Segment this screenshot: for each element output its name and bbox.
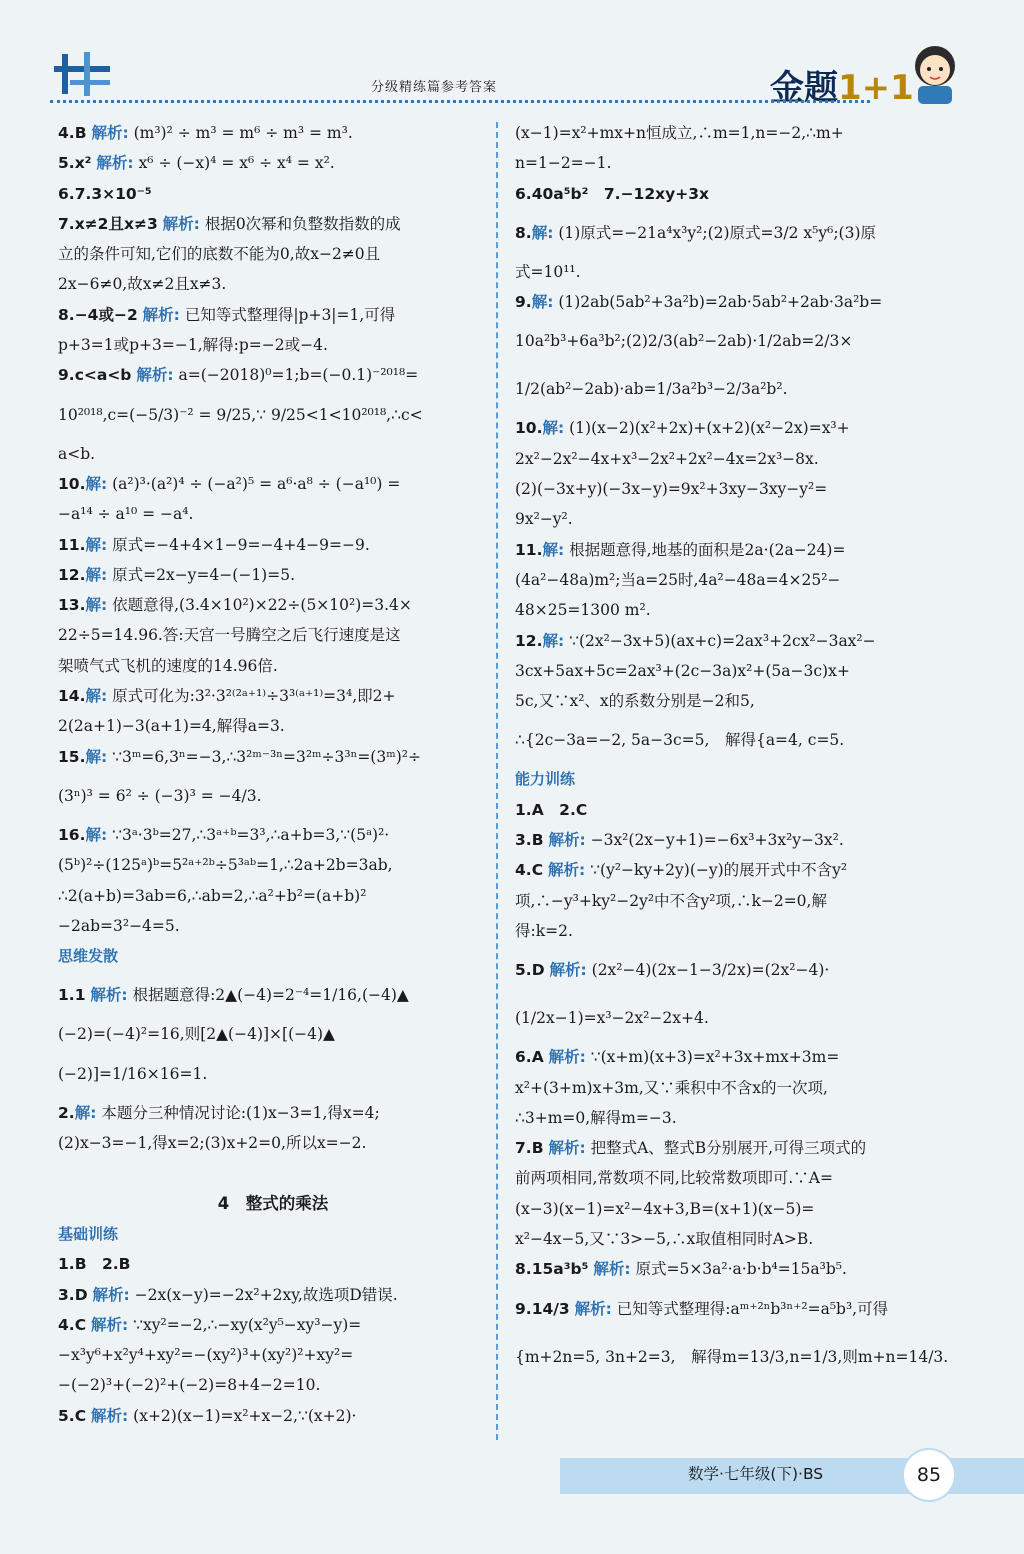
chapter-title: 4 整式的乘法	[217, 1193, 329, 1213]
answer-line	[515, 365, 945, 413]
answer-line	[58, 651, 488, 681]
answer-line	[515, 1163, 945, 1193]
explanation-label: 解析:	[90, 986, 128, 1005]
answer-text: 2(2a+1)−3(a+1)=4,解得a=3.	[58, 717, 285, 736]
explanation-label: 解析:	[91, 1406, 129, 1425]
answer-line	[58, 971, 488, 1019]
answer-text: (1)2ab(5ab²+3a²b)=2ab·5ab²+2ab·3a²b=	[558, 293, 883, 312]
explanation-label: 解析:	[549, 961, 587, 980]
answer-line	[515, 287, 945, 317]
answer-line	[58, 179, 488, 209]
answer-value: D	[74, 1285, 88, 1304]
answer-text: 3cx+5ax+5c=2ax³+(2c−3a)x²+(5a−3c)x+	[515, 661, 850, 680]
answer-line	[515, 626, 945, 656]
question-number: 7.	[515, 1139, 532, 1158]
answer-value: C	[74, 1315, 87, 1334]
answer-value: c<a<b	[74, 366, 132, 385]
answer-text: ∵3ᵃ·3ᵇ=27,∴3ᵃ⁺ᵇ=3³,∴a+b=3,∵(5ᵃ)²·	[112, 825, 390, 844]
answer-text: −(−2)³+(−2)²+(−2)=8+4−2=10.	[58, 1376, 321, 1395]
answer-text: (3ⁿ)³ = 6² ÷ (−3)³ = −4/3.	[58, 786, 262, 805]
answer-text: 根据题意得,地基的面积是2a·(2a−24)=	[569, 540, 846, 559]
answer-line	[515, 444, 945, 474]
answer-line	[58, 300, 488, 330]
question-number: 9.	[515, 293, 532, 312]
answer-line	[58, 1401, 488, 1431]
explanation-label: 解析:	[548, 831, 586, 850]
explanation-label: 解析:	[92, 1285, 130, 1304]
answer-text: 式=10¹¹.	[515, 262, 581, 281]
answer-text: (1)(x−2)(x²+2x)+(x+2)(x²−2x)=x³+	[569, 419, 850, 438]
question-number: 4.	[58, 124, 75, 142]
answer-value: 14/3	[531, 1299, 570, 1318]
brand-main: 金题	[770, 68, 838, 108]
answer-line	[58, 360, 488, 390]
answer-text: 9x²−y².	[515, 510, 573, 529]
answer-text: 把整式A、整式B分别展开,可得三项式的	[590, 1139, 867, 1158]
answer-line	[515, 1194, 945, 1224]
explanation-label: 解:	[74, 1103, 97, 1122]
answer-line	[515, 565, 945, 595]
answer-line	[515, 148, 945, 178]
answer-line	[515, 1224, 945, 1254]
answer-value: x≠2且x≠3	[74, 214, 158, 233]
question-number: 4.	[515, 861, 532, 880]
question-number: 8.	[515, 223, 532, 242]
answer-text: 项,∴−y³+ky²−2y²中不含y²项,∴k−2=0,解	[515, 891, 827, 910]
answer-value: x²	[74, 154, 92, 173]
answer-text: −3x²(2x−y+1)=−6x³+3x²y−3x².	[590, 831, 844, 850]
answer-text: (m³)² ÷ m³ = m⁶ ÷ m³ = m³.	[133, 124, 353, 142]
answer-value: 15a³b⁵	[531, 1260, 589, 1279]
question-number: 9.	[58, 366, 75, 385]
question-number: 5.	[515, 961, 532, 980]
question-number: 6.	[515, 184, 532, 203]
answer-text: (2)(−3x+y)(−3x−y)=9x²+3xy−3xy−y²=	[515, 480, 828, 499]
answer-text: 48×25=1300 m².	[515, 601, 651, 620]
answer-line	[58, 711, 488, 741]
answer-text: x²+(3+m)x+3m,又∵乘积中不含x的一次项,	[515, 1078, 828, 1097]
answer-line	[58, 881, 488, 911]
question-number: 1.	[58, 986, 75, 1005]
answer-line	[515, 209, 945, 257]
section-heading: 能力训练	[515, 770, 576, 789]
answer-line	[515, 1042, 945, 1072]
answer-line	[58, 1019, 488, 1049]
header-divider	[50, 100, 870, 103]
question-number: 8.	[58, 305, 75, 324]
answer-text: x⁶ ÷ (−x)⁴ = x⁶ ÷ x⁴ = x².	[138, 154, 335, 173]
answer-value: B	[74, 124, 87, 142]
answer-line	[515, 916, 945, 946]
answer-line	[515, 413, 945, 443]
question-number: 4.	[58, 1315, 75, 1334]
answer-text: 原式=5×3a²·a·b·b⁴=15a³b⁵.	[635, 1260, 847, 1279]
explanation-label: 解:	[542, 631, 565, 650]
answer-text: a<b.	[58, 444, 96, 463]
answer-line	[515, 686, 945, 716]
answer-line	[58, 530, 488, 560]
answer-text: 10a²b³+6a³b²;(2)2/3(ab²−2ab)·1/2ab=2/3×	[515, 332, 853, 351]
answer-line	[515, 317, 945, 365]
question-number: 5.	[58, 154, 75, 173]
section-heading: 基础训练	[58, 1224, 119, 1243]
answer-line	[515, 1103, 945, 1133]
answer-line	[515, 656, 945, 686]
explanation-label: 解:	[85, 596, 108, 615]
answer-text: 架喷气式飞机的速度的14.96倍.	[58, 656, 278, 675]
answer-line	[515, 1254, 945, 1284]
answer-line	[515, 535, 945, 565]
answer-line	[58, 1340, 488, 1370]
answer-line	[58, 1249, 488, 1279]
question-number: 1.	[515, 800, 532, 819]
answer-text: −x³y⁶+x²y⁴+xy²=−(xy²)³+(xy²)²+xy²=	[58, 1346, 354, 1365]
page-number: 85	[902, 1448, 956, 1502]
answer-text: 10²⁰¹⁸,c=(−5/3)⁻² = 9/25,∵ 9/25<1<10²⁰¹⁸,∴c<	[58, 405, 423, 424]
question-number: 15.	[58, 747, 86, 766]
explanation-label: 解析:	[136, 366, 174, 385]
answer-line	[58, 911, 488, 941]
answer-text: 5c,又∵x²、x的系数分别是−2和5,	[515, 692, 755, 711]
footer-subject: 数学·七年级(下)·BS	[688, 1465, 824, 1483]
answer-line	[58, 209, 488, 239]
explanation-label: 解:	[542, 419, 565, 438]
question-number: 6.	[515, 1048, 532, 1067]
answer-text: 22÷5=14.96.答:天宫一号腾空之后飞行速度是这	[58, 626, 401, 645]
explanation-label: 解:	[85, 825, 108, 844]
answer-text: ∴3+m=0,解得m=−3.	[515, 1108, 677, 1127]
answer-line	[515, 257, 945, 287]
question-number: 16.	[58, 825, 86, 844]
answer-line	[58, 742, 488, 772]
answer-text: x²−4x−5,又∵3>−5,∴x取值相同时A>B.	[515, 1230, 814, 1249]
answer-text: (1/2x−1)=x³−2x²−2x+4.	[515, 1009, 709, 1028]
answer-text: 2x²−2x²−4x+x³−2x²+2x²−4x=2x³−8x.	[515, 449, 819, 468]
answer-text: 根据0次幂和负整数指数的成	[204, 214, 401, 233]
question-number: 7.	[58, 214, 75, 233]
explanation-label: 解:	[85, 474, 108, 493]
answer-text: a=(−2018)⁰=1;b=(−0.1)⁻²⁰¹⁸=	[178, 366, 419, 385]
answer-line	[515, 504, 945, 534]
explanation-label: 解析:	[548, 1139, 586, 1158]
mascot-girl-icon	[900, 40, 970, 106]
explanation-label: 解:	[85, 747, 108, 766]
question-number: 3.	[58, 1285, 75, 1304]
explanation-label: 解:	[531, 223, 554, 242]
explanation-label: 解析:	[91, 124, 129, 142]
answer-text: (x−1)=x²+mx+n恒成立,∴m=1,n=−2,∴m+	[515, 124, 844, 142]
answer-line	[515, 825, 945, 855]
answer-line	[58, 620, 488, 650]
question-number: 12.	[515, 631, 543, 650]
answer-value: −4或−2	[74, 305, 138, 324]
question-number: 10.	[58, 474, 86, 493]
question-number: 3.	[515, 831, 532, 850]
answer-text: −2x(x−y)=−2x²+2xy,故选项D错误.	[134, 1285, 398, 1304]
question-number: 10.	[515, 419, 543, 438]
explanation-label: 解析:	[548, 861, 586, 880]
answer-line	[58, 820, 488, 850]
answer-text: (1)原式=−21a⁴x³y²;(2)原式=3/2 x⁵y⁶;(3)原	[558, 223, 877, 242]
answer-line	[58, 118, 488, 148]
answer-line	[58, 1219, 488, 1249]
answer-value: A	[531, 1048, 544, 1067]
answer-line	[515, 179, 945, 209]
answer-text: ∵(2x²−3x+5)(ax+c)=2ax³+2cx²−3ax²−	[569, 631, 876, 650]
answer-text: {m+2n=5, 3n+2=3, 解得m=13/3,n=1/3,则m+n=14/3.	[515, 1347, 949, 1366]
answer-line	[515, 716, 945, 764]
answer-value: B 2.B	[74, 1255, 131, 1274]
answer-value: 7.3×10⁻⁵	[74, 184, 152, 203]
header-title: 分级精练篇参考答案	[371, 80, 498, 95]
answer-text: 本题分三种情况讨论:(1)x−3=1,得x=4;	[101, 1103, 380, 1122]
answer-text: ∴{2c−3a=−2, 5a−3c=5, 解得{a=4, c=5.	[515, 731, 845, 750]
question-number: 11.	[515, 540, 543, 559]
question-number: 8.	[515, 1260, 532, 1279]
answer-line	[515, 994, 945, 1042]
page-footer	[0, 1440, 1024, 1510]
answer-text: 已知等式整理得:aᵐ⁺²ⁿb³ⁿ⁺²=a⁵b³,可得	[616, 1299, 889, 1318]
answer-text: (−2)]=1/16×16=1.	[58, 1064, 208, 1083]
answer-value: C	[531, 861, 544, 880]
answer-text: 原式=2x−y=4−(−1)=5.	[112, 565, 295, 584]
answer-line	[58, 499, 488, 529]
explanation-label: 解:	[85, 565, 108, 584]
answer-line	[58, 148, 488, 178]
answer-line	[58, 330, 488, 360]
answer-line	[58, 560, 488, 590]
answer-line	[515, 795, 945, 825]
answer-line	[58, 1050, 488, 1098]
explanation-label: 解:	[85, 687, 108, 706]
left-column	[58, 118, 488, 1431]
answer-text: (2)x−3=−1,得x=2;(3)x+2=0,所以x=−2.	[58, 1134, 367, 1153]
answer-line	[58, 1310, 488, 1340]
answer-text: −a¹⁴ ÷ a¹⁰ = −a⁴.	[58, 505, 194, 524]
answer-text: 依题意得,(3.4×10²)×22÷(5×10²)=3.4×	[112, 596, 412, 615]
question-number: 1.	[58, 1255, 75, 1274]
column-divider	[496, 122, 498, 1440]
answer-value: B	[531, 1139, 544, 1158]
answer-line	[58, 469, 488, 499]
answer-value: 40a⁵b² 7.−12xy+3x	[531, 184, 709, 203]
section-heading: 思维发散	[58, 947, 119, 966]
explanation-label: 解:	[542, 540, 565, 559]
answer-line	[515, 474, 945, 504]
explanation-label: 解析:	[574, 1299, 612, 1318]
answer-text: 1/2(ab²−2ab)·ab=1/3a²b³−2/3a²b².	[515, 380, 788, 399]
answer-line	[58, 1370, 488, 1400]
explanation-label: 解析:	[593, 1260, 631, 1279]
answer-line	[515, 1133, 945, 1163]
question-number: 5.	[58, 1406, 75, 1425]
answer-text: (x+2)(x−1)=x²+x−2,∵(x+2)·	[133, 1406, 357, 1425]
answer-line	[515, 886, 945, 916]
explanation-label: 解析:	[548, 1048, 586, 1067]
answer-text: (x−3)(x−1)=x²−4x+3,B=(x+1)(x−5)=	[515, 1199, 815, 1218]
answer-line	[58, 269, 488, 299]
question-number: 2.	[58, 1103, 75, 1122]
answer-line	[515, 118, 945, 148]
question-number: 14.	[58, 687, 86, 706]
answer-text: (−2)=(−4)²=16,则[2▲(−4)]×[(−4)▲	[58, 1025, 335, 1044]
answer-line	[58, 850, 488, 880]
answer-line	[58, 1280, 488, 1310]
answer-line	[515, 1333, 949, 1381]
right-column	[515, 118, 949, 1381]
answer-line	[58, 681, 488, 711]
answer-line	[515, 595, 945, 625]
answer-text: 原式可化为:3²·3²⁽²ᵃ⁺¹⁾÷3³⁽ᵃ⁺¹⁾=3⁴,即2+	[112, 687, 396, 706]
answer-text: ∴2(a+b)=3ab=6,∴ab=2,∴a²+b²=(a+b)²	[58, 886, 367, 905]
question-number: 11.	[58, 535, 86, 554]
question-number: 6.	[58, 184, 75, 203]
answer-text: 立的条件可知,它们的底数不能为0,故x−2≠0且	[58, 245, 381, 264]
answer-value: 1	[74, 986, 86, 1005]
question-number: 9.	[515, 1299, 532, 1318]
answer-line	[58, 772, 488, 820]
answer-text: ∵(x+m)(x+3)=x²+3x+mx+3m=	[590, 1048, 840, 1067]
explanation-label: 解:	[531, 293, 554, 312]
answer-line	[58, 1128, 488, 1158]
answer-text: (a²)³·(a²)⁴ ÷ (−a²)⁵ = a⁶·a⁸ ÷ (−a¹⁰) =	[112, 474, 401, 493]
answer-text: 原式=−4+4×1−9=−4+4−9=−9.	[112, 535, 370, 554]
answer-text: ∵3ᵐ=6,3ⁿ=−3,∴3²ᵐ⁻³ⁿ=3²ᵐ÷3³ⁿ=(3ᵐ)²÷	[112, 747, 421, 766]
answer-text: ∵(y²−ky+2y)(−y)的展开式中不含y²	[590, 861, 848, 880]
answer-text: n=1−2=−1.	[515, 154, 612, 173]
answer-line	[515, 764, 945, 794]
answer-line	[515, 1073, 945, 1103]
answer-text: 已知等式整理得|p+3|=1,可得	[184, 305, 396, 324]
answer-line	[58, 239, 488, 269]
answer-text: (4a²−48a)m²;当a=25时,4a²−48a=4×25²−	[515, 570, 841, 589]
answer-text: (5ᵇ)²÷(125ᵃ)ᵇ=5²ᵃ⁺²ᵇ÷5³ᵃᵇ=1,∴2a+2b=3ab,	[58, 856, 393, 875]
answer-line	[58, 439, 488, 469]
answer-text: (2x²−4)(2x−1−3/2x)=(2x²−4)·	[591, 961, 830, 980]
answer-line	[515, 1285, 945, 1333]
answer-line	[58, 590, 488, 620]
answer-value: C	[74, 1406, 87, 1425]
answer-line	[58, 391, 488, 439]
answer-value: B	[531, 831, 544, 850]
question-number: 12.	[58, 565, 86, 584]
question-number: 13.	[58, 596, 86, 615]
explanation-label: 解析:	[162, 214, 200, 233]
logo-icon	[48, 48, 118, 104]
answer-text: p+3=1或p+3=−1,解得:p=−2或−4.	[58, 336, 328, 355]
brand-num: 1+1	[838, 68, 914, 108]
explanation-label: 解析:	[91, 1315, 129, 1334]
answer-line	[515, 855, 945, 885]
answer-line	[515, 946, 945, 994]
answer-text: 2x−6≠0,故x≠2且x≠3.	[58, 275, 227, 294]
answer-text: ∵xy²=−2,∴−xy(x²y⁵−xy³−y)=	[133, 1315, 362, 1334]
answer-line	[58, 1098, 488, 1128]
explanation-label: 解析:	[142, 305, 180, 324]
explanation-label: 解析:	[96, 154, 134, 173]
answer-text: 得:k=2.	[515, 921, 573, 940]
answer-line	[58, 941, 488, 971]
answer-line	[58, 1158, 488, 1188]
answer-value: A 2.C	[531, 800, 588, 819]
answer-text: 前两项相同,常数项不同,比较常数项即可.∵A=	[515, 1169, 833, 1188]
answer-text: 根据题意得:2▲(−4)=2⁻⁴=1/16,(−4)▲	[132, 986, 409, 1005]
answer-value: D	[531, 961, 545, 980]
answer-text: −2ab=3²−4=5.	[58, 916, 180, 935]
explanation-label: 解:	[85, 535, 108, 554]
